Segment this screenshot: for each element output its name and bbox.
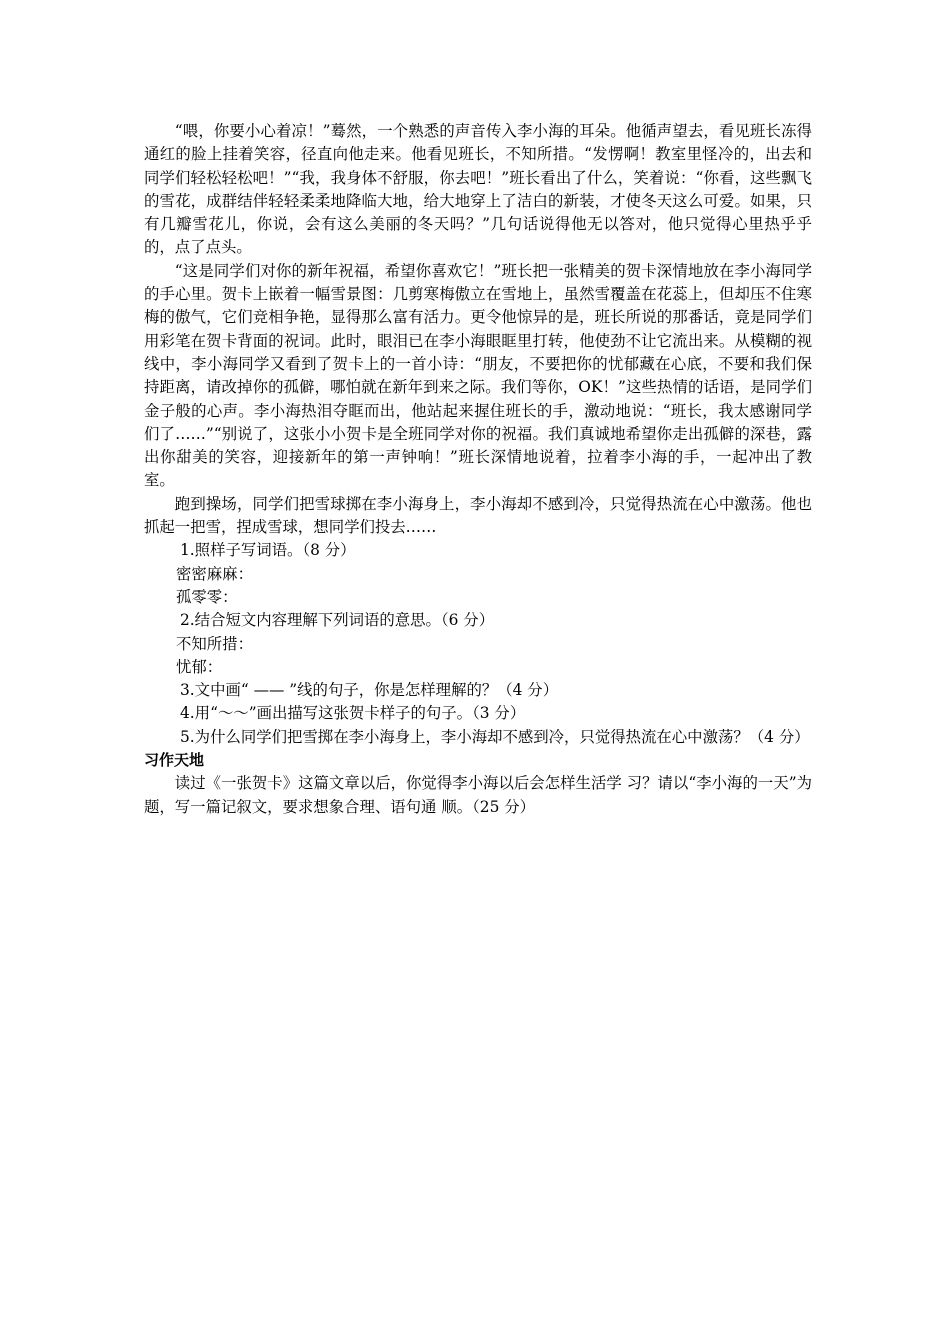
question-1-item-a: 密密麻麻： — [176, 564, 253, 583]
section-heading: 习作天地 — [144, 751, 205, 770]
question-5: 5.为什么同学们把雪掷在李小海身上，李小海却不感到冷，只觉得热流在心中激荡？（4 分） — [180, 727, 810, 746]
story-paragraph-3: 跑到操场，同学们把雪球掷在李小海身上，李小海却不感到冷，只觉得热流在心中激荡。他也抓起一把雪，捏成雪球，想同学们投去…… — [144, 494, 812, 537]
question-1: 1.照样子写词语。（8 分） — [180, 541, 356, 560]
question-2-item-a: 不知所措： — [176, 634, 253, 653]
writing-prompt: 读过《一张贺卡》这篇文章以后，你觉得李小海以后会怎样生活学 习？请以“李小海的一天”为题，写一篇记叙文，要求想象合理、语句通 顺。（25 分） — [144, 774, 812, 816]
question-3: 3.文中画“ —— ”线的句子，你是怎样理解的？（4 分） — [180, 681, 559, 700]
story-paragraph-1: “喂，你要小心着凉！”蓦然，一个熟悉的声音传入李小海的耳朵。他循声望去，看见班长冻得通红的脸上挂着笑容，径直向他走来。他看见班长，不知所措。“发愣啊！教室里怪冷的，出去和同学们轻松轻松吧！”“我，我身体不舒服，你去吧！”班长看出了什么，笑着说：“你看，这些飘飞的雪花，成群结伴轻轻柔柔地降临大地，给大地穿上了洁白的新装，才使冬天这么可爱。如果，只有几瓣雪花儿，你说，会有这么美丽的冬天吗？”几句话说得他无以答对，他只觉得心里热乎乎的，点了点头。 — [144, 122, 812, 257]
question-2: 2.结合短文内容理解下列词语的意思。（6 分） — [180, 611, 495, 630]
question-1-item-b: 孤零零： — [176, 587, 238, 606]
question-2-item-b: 忧郁： — [176, 657, 223, 676]
document-page — [144, 120, 812, 819]
question-4: 4.用“～～”画出描写这张贺卡样子的句子。（3 分） — [180, 704, 526, 723]
story-paragraph-2: “这是同学们对你的新年祝福，希望你喜欢它！”班长把一张精美的贺卡深情地放在李小海同学的手心里。贺卡上嵌着一幅雪景图：几剪寒梅傲立在雪地上，虽然雪覆盖在花蕊上，但却压不住寒梅的傲气，它们竞相争艳，显得那么富有活力。更令他惊异的是，班长所说的那番话，竟是同学们用彩笔在贺卡背面的祝词。此时，眼泪已在李小海眼眶里打转，他使劲不让它流出来。从模糊的视线中，李小海同学又看到了贺卡上的一首小诗：“朋友，不要把你的忧郁藏在心底，不要和我们保持距离，请改掉你的孤僻，哪怕就在新年到来之际。我们等你，OK！”这些热情的话语，是同学们金子般的心声。李小海热泪夺眶而出，他站起来握住班长的手，激动地说：“班长，我太感谢同学们了……”“别说了，这张小小贺卡是全班同学对你的祝福。我们真诚地希望你走出孤僻的深巷，露出你甜美的笑容，迎接新年的第一声钟响！”班长深情地说着，拉着李小海的手，一起冲出了教室。 — [144, 261, 812, 490]
